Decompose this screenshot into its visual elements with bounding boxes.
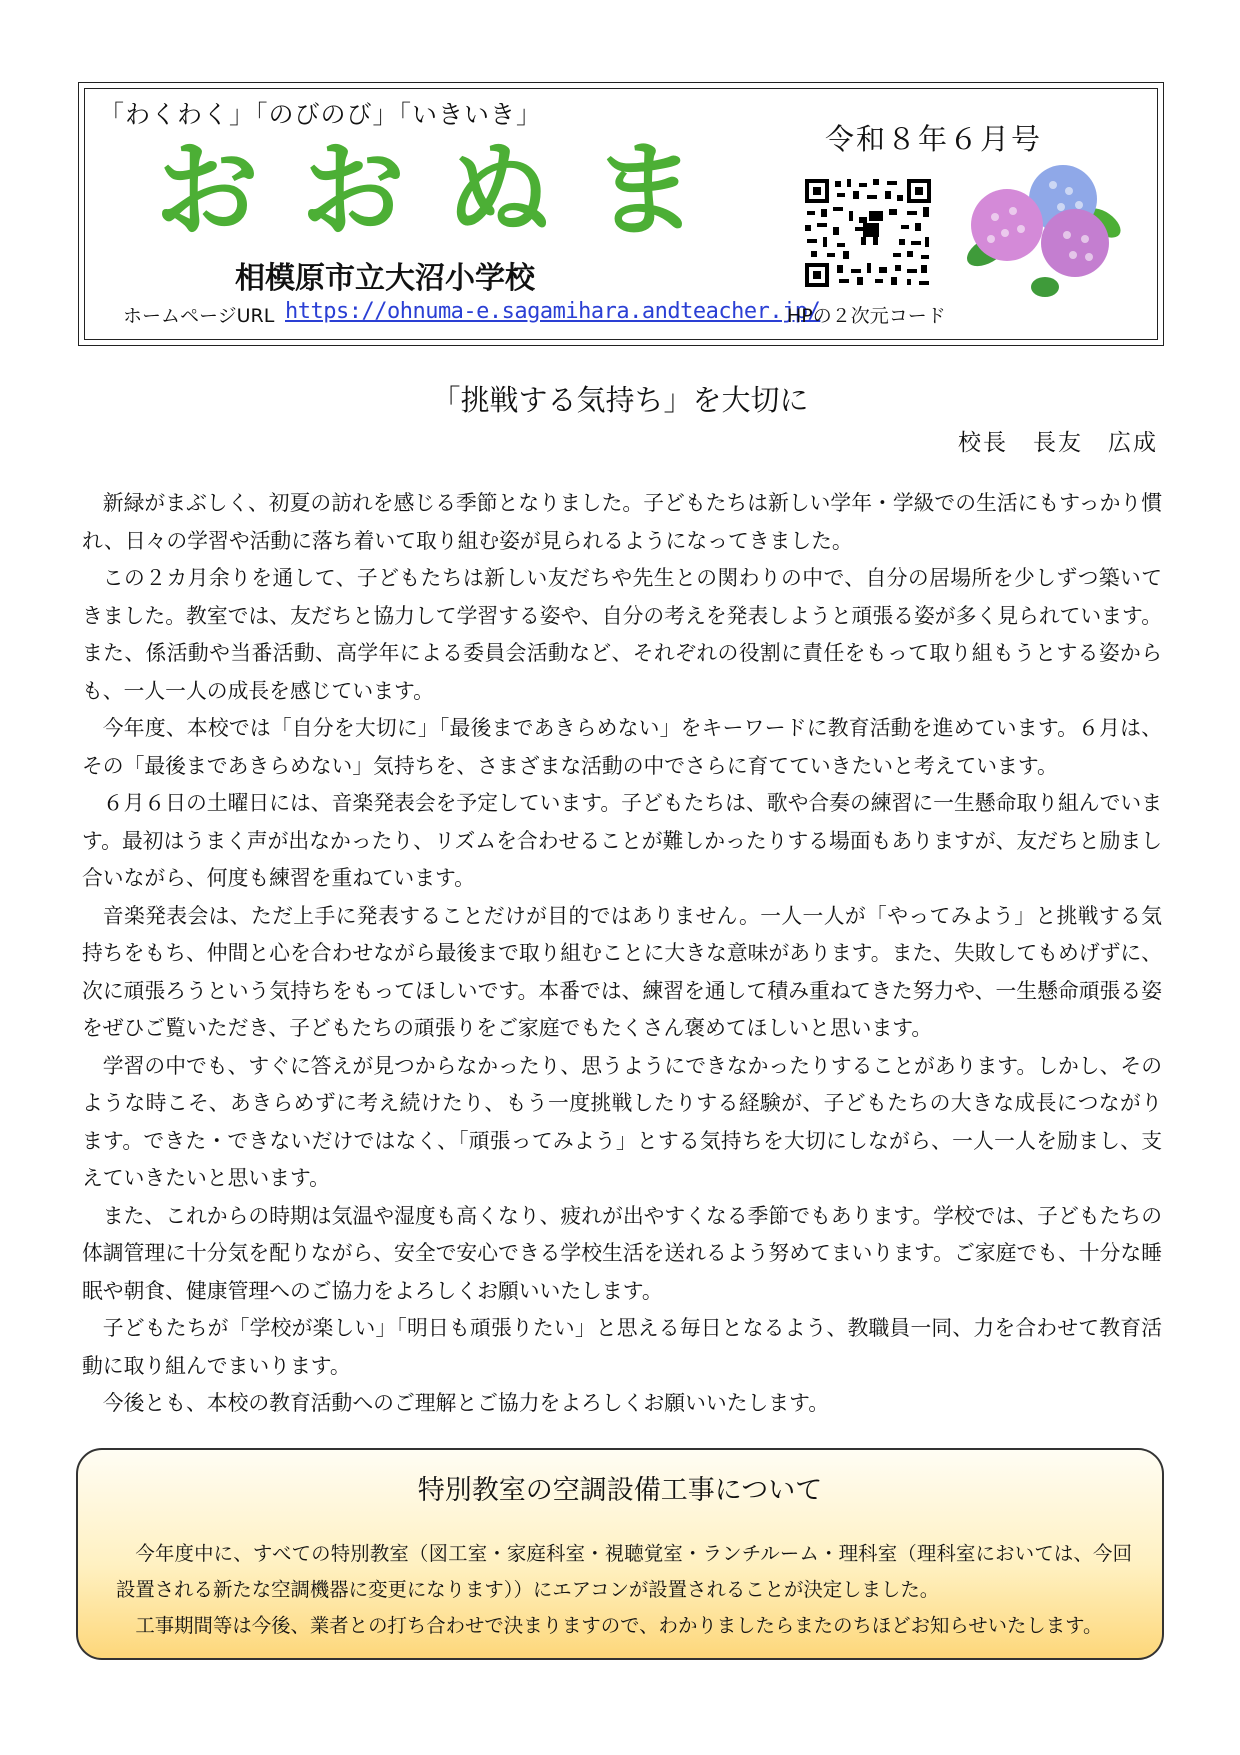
notice-body [116, 1536, 1132, 1644]
school-name: 相模原市立大沼小学校 [235, 261, 535, 296]
qr-code-label: HPの２次元コード [787, 305, 946, 327]
homepage-url-link[interactable]: https://ohnuma-e.sagamihara.andteacher.jp/ [285, 299, 821, 324]
article-paragraph: ６月６日の土曜日には、音楽発表会を予定しています。子どもたちは、歌や合奏の練習に一生懸命取り組んでいます。最初はうまく声が出なかったり、リズムを合わせることが難しかったりする場面もありますが、友だちと励まし合いながら、何度も練習を重ねています。 [82, 791, 1162, 890]
notice-title: 特別教室の空調設備工事について [417, 1475, 823, 1506]
article-paragraph: 新緑がまぶしく、初夏の訪れを感じる季節となりました。子どもたちは新しい学年・学級での生活にもすっかり慣れ、日々の学習や活動に落ち着いて取り組む姿が見られるようになってきました。 [82, 491, 1162, 553]
header-inner-border [84, 88, 1158, 340]
homepage-url-label: ホームページURL [123, 305, 275, 327]
issue-date: 令和８年６月号 [825, 122, 1043, 156]
tagline: 「わくわく」「のびのび」「いきいき」 [99, 100, 543, 129]
newsletter-header [78, 82, 1164, 346]
qr-code-icon[interactable] [803, 177, 933, 289]
article-paragraph: 子どもたちが「学校が楽しい」「明日も頑張りたい」と思える毎日となるよう、教職員一同、力を合わせて教育活動に取り組んでまいります。 [82, 1316, 1162, 1378]
article-paragraph: 音楽発表会は、ただ上手に発表することだけが目的ではありません。一人一人が「やってみよう」と挑戦する気持ちをもち、仲間と心を合わせながら最後まで取り組むことに大きな意味があります。また、失敗してもめげずに、次に頑張ろうという気持ちをもってほしいです。本番では、練習を通して積み重ねてきた努力や、一生懸命頑張る姿をぜひご覧いただき、子どもたちの頑張りをご家庭でもたくさん褒めてほしいと思います。 [82, 903, 1162, 1040]
newsletter-title: おおぬま [155, 129, 740, 251]
notice-box [76, 1448, 1164, 1660]
article-title: 「挑戦する気持ち」を大切に [431, 383, 809, 417]
article-paragraph: 今年度、本校では「自分を大切に」「最後まであきらめない」をキーワードに教育活動を進めています。６月は、その「最後まであきらめない」気持ちを、さまざまな活動の中でさらに育てていきたいと考えています。 [82, 716, 1162, 778]
article-paragraph: 今後とも、本校の教育活動へのご理解とご協力をよろしくお願いいたします。 [102, 1391, 830, 1415]
article-paragraph: 学習の中でも、すぐに答えが見つからなかったり、思うようにできなかったりすることがあります。しかし、そのような時こそ、あきらめずに考え続けたり、もう一度挑戦したりする経験が、子どもたちの大きな成長につながります。できた・できないだけではなく、「頑張ってみよう」とする気持ちを大切にしながら、一人一人を励まし、支えていきたいと思います。 [82, 1053, 1162, 1190]
notice-paragraph: 工事期間等は今後、業者との打ち合わせで決まりますので、わかりましたらまたのちほどお知らせいたします。 [135, 1614, 1103, 1637]
hydrangea-icon [965, 161, 1123, 301]
article-paragraph: この２カ月余りを通して、子どもたちは新しい友だちや先生との関わりの中で、自分の居場所を少しずつ築いてきました。教室では、友だちと協力して学習する姿や、自分の考えを発表しようと頑張る姿が多く見られています。また、係活動や当番活動、高学年による委員会活動など、それぞれの役割に責任をもって取り組もうとする姿からも、一人一人の成長を感じています。 [82, 566, 1162, 703]
article-body [82, 485, 1162, 1423]
notice-paragraph: 今年度中に、すべての特別教室（図工室・家庭科室・視聴覚室・ランチルーム・理科室（理科室においては、今回設置される新たな空調機器に変更になります））にエアコンが設置されることが決定しました。 [116, 1542, 1132, 1601]
article-author: 校長 長友 広成 [958, 430, 1158, 456]
article-paragraph: また、これからの時期は気温や湿度も高くなり、疲れが出やすくなる季節でもあります。学校では、子どもたちの体調管理に十分気を配りながら、安全で安心できる学校生活を送れるよう努めてまいります。ご家庭でも、十分な睡眠や朝食、健康管理へのご協力をよろしくお願いいたします。 [82, 1203, 1162, 1303]
